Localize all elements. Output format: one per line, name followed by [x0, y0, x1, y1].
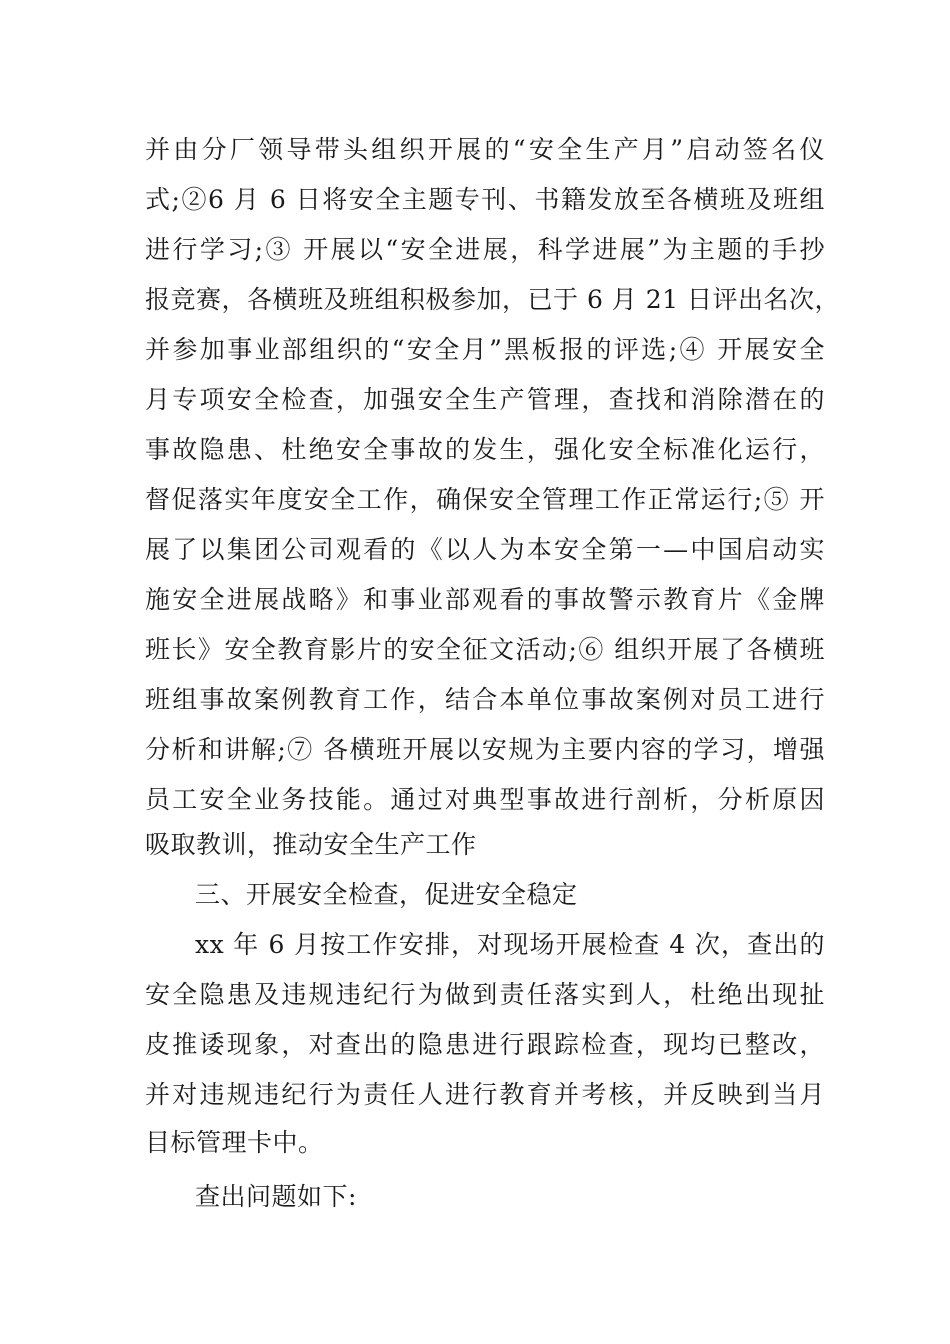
text-line: 事故隐患、杜绝安全事故的发生，强化安全标准化运行， [145, 435, 825, 464]
text-line: 分析和讲解;⑦ 各横班开展以安规为主要内容的学习，增强 [145, 735, 825, 764]
text-line: 式;②6 月 6 日将安全主题专刊、书籍发放至各横班及班组 [145, 185, 825, 214]
text-line: 并由分厂领导带头组织开展的“安全生产月”启动签名仪 [145, 135, 825, 164]
section-heading: 三、开展安全检查，促进安全稳定 [195, 880, 578, 909]
text-line: 员工安全业务技能。通过对典型事故进行剖析，分析原因 [145, 785, 825, 814]
text-line: 吸取教训，推动安全生产工作 [145, 830, 477, 859]
text-line: 展了以集团公司观看的《以人为本安全第一—中国启动实 [145, 535, 825, 564]
text-line: 查出问题如下: [195, 1182, 357, 1211]
text-line: 目标管理卡中。 [145, 1128, 324, 1157]
text-line: 报竞赛，各横班及班组积极参加，已于 6 月 21 日评出名次， [145, 285, 841, 314]
text-line: xx 年 6 月按工作安排，对现场开展检查 4 次，查出的 [195, 930, 825, 959]
text-line: 班组事故案例教育工作，结合本单位事故案例对员工进行 [145, 685, 825, 714]
text-line: 月专项安全检查，加强安全生产管理，查找和消除潜在的 [145, 385, 825, 414]
text-line: 安全隐患及违规违纪行为做到责任落实到人，杜绝出现扯 [145, 980, 825, 1009]
text-line: 并参加事业部组织的“安全月”黑板报的评选;④ 开展安全 [145, 335, 825, 364]
text-line: 督促落实年度安全工作，确保安全管理工作正常运行;⑤ 开 [145, 485, 825, 514]
text-line: 并对违规违纪行为责任人进行教育并考核，并反映到当月 [145, 1080, 825, 1109]
text-line: 皮推诿现象，对查出的隐患进行跟踪检查，现均已整改， [145, 1030, 825, 1059]
text-line: 班长》安全教育影片的安全征文活动;⑥ 组织开展了各横班 [145, 635, 825, 664]
text-line: 进行学习;③ 开展以“安全进展，科学进展”为主题的手抄 [145, 235, 825, 264]
text-line: 施安全进展战略》和事业部观看的事故警示教育片《金牌 [145, 585, 825, 614]
